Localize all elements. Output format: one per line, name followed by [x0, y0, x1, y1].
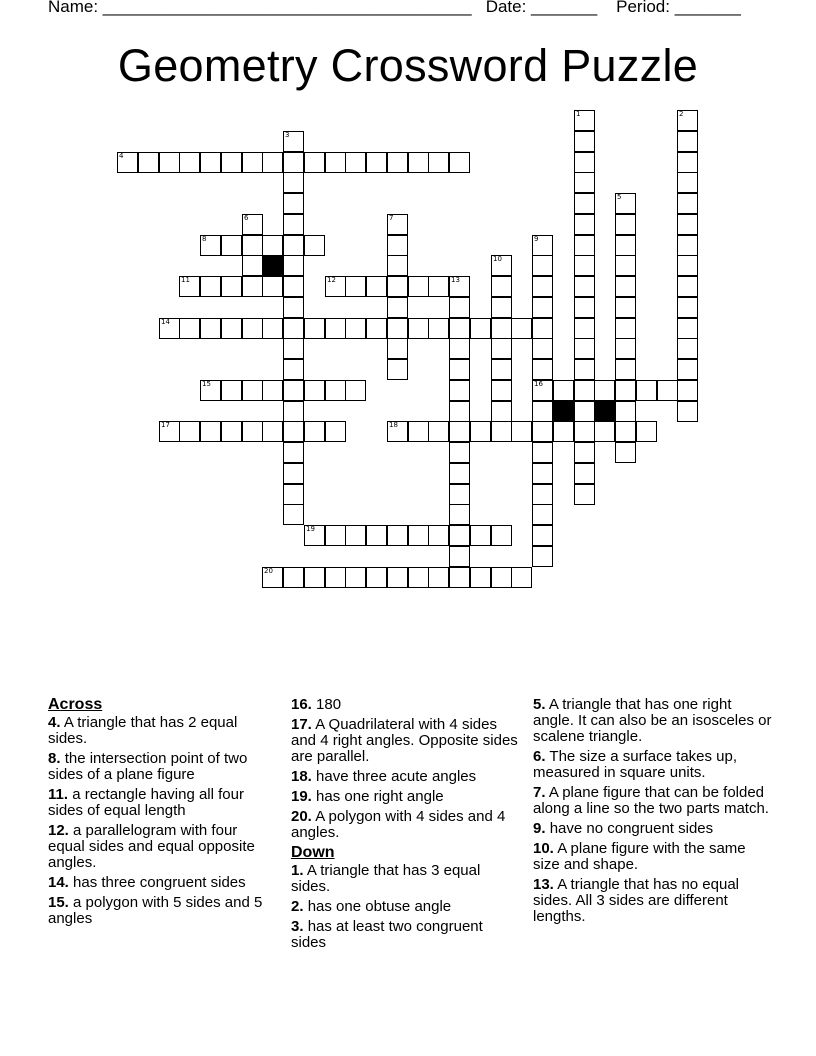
clue-across-18: 18. have three acute angles — [291, 768, 477, 785]
grid-cell[interactable] — [428, 567, 449, 588]
grid-cell[interactable] — [283, 442, 304, 463]
clue-down-6: 6. The size a surface takes up, measured in square units. — [533, 748, 738, 781]
grid-cell[interactable] — [677, 318, 698, 339]
clue-number-label: 7 — [389, 214, 394, 222]
grid-cell[interactable] — [428, 421, 449, 442]
grid-cell[interactable] — [283, 172, 304, 193]
clue-number-label: 12 — [327, 276, 336, 284]
clue-number-label: 14 — [161, 318, 170, 326]
grid-cell[interactable] — [491, 255, 512, 276]
grid-cell[interactable] — [491, 567, 512, 588]
grid-cell[interactable] — [532, 297, 553, 318]
grid-black-square — [594, 401, 615, 422]
grid-cell[interactable] — [387, 235, 408, 256]
grid-cell[interactable] — [200, 318, 221, 339]
grid-cell[interactable] — [615, 442, 636, 463]
grid-cell[interactable] — [449, 567, 470, 588]
grid-cell[interactable] — [304, 235, 325, 256]
clue-down-13: 13. A triangle that has no equal sides. All 3 sides are different lengths. — [533, 876, 740, 925]
grid-cell[interactable] — [200, 276, 221, 297]
grid-cell[interactable] — [242, 318, 263, 339]
grid-cell[interactable] — [138, 152, 159, 173]
clue-down-2: 2. has one obtuse angle — [291, 898, 452, 915]
grid-cell[interactable] — [200, 421, 221, 442]
grid-cell[interactable] — [221, 276, 242, 297]
grid-cell[interactable] — [366, 276, 387, 297]
grid-cell[interactable] — [574, 110, 595, 131]
grid-cell[interactable] — [428, 276, 449, 297]
grid-cell[interactable] — [532, 525, 553, 546]
grid-cell[interactable] — [366, 152, 387, 173]
grid-cell[interactable] — [325, 318, 346, 339]
grid-cell[interactable] — [532, 442, 553, 463]
grid-cell[interactable] — [387, 152, 408, 173]
grid-cell[interactable] — [242, 235, 263, 256]
clue-number-label: 9 — [534, 235, 539, 243]
grid-cell[interactable] — [677, 172, 698, 193]
grid-cell[interactable] — [449, 484, 470, 505]
grid-black-square — [553, 401, 574, 422]
clues-column-2 — [291, 697, 521, 955]
grid-cell[interactable] — [304, 318, 325, 339]
grid-cell[interactable] — [221, 318, 242, 339]
clue-number-label: 2 — [679, 110, 684, 118]
grid-cell[interactable] — [449, 338, 470, 359]
clue-down-7: 7. A plane figure that can be folded along a line so the two parts match. — [533, 784, 769, 817]
clues-column-1 — [48, 697, 278, 931]
grid-cell[interactable] — [408, 318, 429, 339]
grid-cell[interactable] — [532, 421, 553, 442]
grid-cell[interactable] — [408, 525, 429, 546]
grid-cell[interactable] — [532, 235, 553, 256]
clue-number-label: 19 — [306, 525, 315, 533]
grid-cell[interactable] — [283, 484, 304, 505]
grid-cell[interactable] — [532, 255, 553, 276]
grid-cell[interactable] — [283, 504, 304, 525]
grid-cell[interactable] — [387, 338, 408, 359]
grid-cell[interactable] — [221, 152, 242, 173]
grid-cell[interactable] — [449, 318, 470, 339]
grid-cell[interactable] — [532, 401, 553, 422]
grid-cell[interactable] — [532, 504, 553, 525]
grid-cell[interactable] — [677, 152, 698, 173]
grid-cell[interactable] — [511, 421, 532, 442]
grid-cell[interactable] — [532, 380, 553, 401]
grid-cell[interactable] — [553, 380, 574, 401]
grid-cell[interactable] — [325, 567, 346, 588]
grid-cell[interactable] — [532, 484, 553, 505]
clue-number-label: 11 — [181, 276, 190, 284]
grid-cell[interactable] — [242, 255, 263, 276]
grid-cell[interactable] — [449, 525, 470, 546]
grid-cell[interactable] — [677, 214, 698, 235]
grid-cell[interactable] — [283, 276, 304, 297]
grid-cell[interactable] — [304, 421, 325, 442]
grid-cell[interactable] — [325, 276, 346, 297]
clue-across-17: 17. A Quadrilateral with 4 sides and 4 right angles. Opposite sides are parallel. — [291, 716, 518, 765]
grid-cell[interactable] — [387, 276, 408, 297]
clues-column-3 — [533, 697, 773, 929]
clue-number-label: 10 — [493, 255, 502, 263]
grid-cell[interactable] — [574, 401, 595, 422]
grid-cell[interactable] — [449, 421, 470, 442]
clue-number-label: 1 — [576, 110, 581, 118]
grid-cell[interactable] — [449, 152, 470, 173]
clue-down-3: 3. has at least two congruent sides — [291, 918, 483, 951]
grid-cell[interactable] — [345, 380, 366, 401]
grid-cell[interactable] — [283, 567, 304, 588]
grid-cell[interactable] — [574, 276, 595, 297]
grid-cell[interactable] — [677, 297, 698, 318]
grid-cell[interactable] — [283, 255, 304, 276]
name-date-period-line: Name: _______________________________________ Date: _______ Period: _______ — [48, 0, 741, 16]
grid-cell[interactable] — [574, 235, 595, 256]
grid-cell[interactable] — [179, 318, 200, 339]
clue-number-label: 15 — [202, 380, 211, 388]
clue-number-label: 8 — [202, 235, 207, 243]
grid-cell[interactable] — [594, 380, 615, 401]
grid-cell[interactable] — [470, 318, 491, 339]
clue-across-11: 11. a rectangle having all four sides of equal length — [48, 786, 244, 819]
grid-cell[interactable] — [283, 235, 304, 256]
grid-cell[interactable] — [387, 567, 408, 588]
grid-cell[interactable] — [615, 297, 636, 318]
grid-cell[interactable] — [345, 276, 366, 297]
grid-cell[interactable] — [677, 380, 698, 401]
grid-cell[interactable] — [242, 380, 263, 401]
grid-cell[interactable] — [304, 380, 325, 401]
grid-cell[interactable] — [325, 421, 346, 442]
grid-cell[interactable] — [283, 380, 304, 401]
grid-cell[interactable] — [574, 297, 595, 318]
grid-cell[interactable] — [408, 567, 429, 588]
clue-number-label: 4 — [119, 152, 124, 160]
grid-cell[interactable] — [449, 276, 470, 297]
grid-cell[interactable] — [262, 567, 283, 588]
grid-cell[interactable] — [574, 359, 595, 380]
clue-across-20: 20. A polygon with 4 sides and 4 angles. — [291, 808, 506, 841]
grid-cell[interactable] — [511, 567, 532, 588]
clue-down-5: 5. A triangle that has one right angle. It can also be an isosceles or scalene triangle. — [533, 696, 772, 745]
clue-across-4: 4. A triangle that has 2 equal sides. — [48, 714, 238, 747]
grid-cell[interactable] — [366, 525, 387, 546]
grid-cell[interactable] — [408, 421, 429, 442]
grid-cell[interactable] — [677, 255, 698, 276]
grid-cell[interactable] — [325, 152, 346, 173]
grid-cell[interactable] — [304, 152, 325, 173]
grid-cell[interactable] — [532, 276, 553, 297]
grid-cell[interactable] — [491, 359, 512, 380]
grid-cell[interactable] — [491, 401, 512, 422]
grid-cell[interactable] — [615, 255, 636, 276]
grid-cell[interactable] — [262, 276, 283, 297]
grid-cell[interactable] — [615, 421, 636, 442]
grid-cell[interactable] — [636, 380, 657, 401]
grid-cell[interactable] — [677, 401, 698, 422]
grid-cell[interactable] — [345, 318, 366, 339]
grid-cell[interactable] — [283, 463, 304, 484]
grid-cell[interactable] — [283, 359, 304, 380]
grid-cell[interactable] — [491, 338, 512, 359]
grid-cell[interactable] — [470, 567, 491, 588]
grid-cell[interactable] — [262, 152, 283, 173]
grid-cell[interactable] — [615, 401, 636, 422]
clue-number-label: 3 — [285, 131, 290, 139]
grid-cell[interactable] — [200, 152, 221, 173]
grid-cell[interactable] — [491, 421, 512, 442]
grid-cell[interactable] — [574, 318, 595, 339]
grid-cell[interactable] — [574, 193, 595, 214]
grid-cell[interactable] — [262, 235, 283, 256]
grid-cell[interactable] — [532, 546, 553, 567]
clue-number-label: 17 — [161, 421, 170, 429]
clue-number-label: 6 — [244, 214, 249, 222]
grid-cell[interactable] — [677, 359, 698, 380]
down-heading: Down — [291, 844, 335, 861]
grid-cell[interactable] — [449, 401, 470, 422]
grid-cell[interactable] — [387, 214, 408, 235]
grid-cell[interactable] — [262, 421, 283, 442]
grid-cell[interactable] — [262, 318, 283, 339]
grid-cell[interactable] — [615, 214, 636, 235]
grid-cell[interactable] — [262, 380, 283, 401]
grid-cell[interactable] — [159, 318, 180, 339]
clue-number-label: 16 — [534, 380, 543, 388]
grid-cell[interactable] — [574, 484, 595, 505]
grid-cell[interactable] — [159, 421, 180, 442]
grid-cell[interactable] — [283, 152, 304, 173]
grid-cell[interactable] — [574, 255, 595, 276]
grid-cell[interactable] — [200, 235, 221, 256]
grid-cell[interactable] — [574, 172, 595, 193]
grid-cell[interactable] — [221, 380, 242, 401]
grid-cell[interactable] — [677, 110, 698, 131]
grid-cell[interactable] — [491, 318, 512, 339]
clue-across-16: 16. 180 — [291, 696, 342, 713]
grid-cell[interactable] — [574, 131, 595, 152]
grid-cell[interactable] — [283, 318, 304, 339]
grid-cell[interactable] — [179, 152, 200, 173]
grid-cell[interactable] — [179, 421, 200, 442]
grid-cell[interactable] — [677, 131, 698, 152]
grid-black-square — [262, 255, 283, 276]
grid-cell[interactable] — [470, 421, 491, 442]
grid-cell[interactable] — [677, 276, 698, 297]
grid-cell[interactable] — [283, 297, 304, 318]
grid-cell[interactable] — [491, 380, 512, 401]
grid-cell[interactable] — [449, 504, 470, 525]
grid-cell[interactable] — [345, 152, 366, 173]
grid-cell[interactable] — [657, 380, 678, 401]
grid-cell[interactable] — [304, 567, 325, 588]
across-heading: Across — [48, 696, 103, 713]
clue-across-8: 8. the intersection point of two sides of a plane figure — [48, 750, 248, 783]
grid-cell[interactable] — [615, 338, 636, 359]
grid-cell[interactable] — [304, 525, 325, 546]
grid-cell[interactable] — [428, 525, 449, 546]
grid-cell[interactable] — [387, 297, 408, 318]
grid-cell[interactable] — [677, 193, 698, 214]
grid-cell[interactable] — [325, 380, 346, 401]
grid-cell[interactable] — [470, 525, 491, 546]
grid-cell[interactable] — [283, 401, 304, 422]
grid-cell[interactable] — [491, 525, 512, 546]
clue-across-14: 14. has three congruent sides — [48, 874, 246, 891]
grid-cell[interactable] — [574, 380, 595, 401]
grid-cell[interactable] — [387, 318, 408, 339]
grid-cell[interactable] — [636, 421, 657, 442]
grid-cell[interactable] — [574, 442, 595, 463]
grid-cell[interactable] — [532, 338, 553, 359]
grid-cell[interactable] — [615, 380, 636, 401]
grid-cell[interactable] — [615, 193, 636, 214]
clue-down-10: 10. A plane figure with the same size and shape. — [533, 840, 746, 873]
grid-cell[interactable] — [677, 235, 698, 256]
clue-number-label: 20 — [264, 567, 273, 575]
grid-cell[interactable] — [242, 276, 263, 297]
grid-cell[interactable] — [574, 152, 595, 173]
grid-cell[interactable] — [615, 318, 636, 339]
grid-cell[interactable] — [408, 152, 429, 173]
clue-across-15: 15. a polygon with 5 sides and 5 angles — [48, 894, 263, 927]
grid-cell[interactable] — [511, 318, 532, 339]
grid-cell[interactable] — [117, 152, 138, 173]
grid-cell[interactable] — [449, 359, 470, 380]
grid-cell[interactable] — [345, 567, 366, 588]
grid-cell[interactable] — [449, 380, 470, 401]
grid-cell[interactable] — [615, 235, 636, 256]
grid-cell[interactable] — [428, 318, 449, 339]
grid-cell[interactable] — [325, 525, 346, 546]
grid-cell[interactable] — [449, 297, 470, 318]
grid-cell[interactable] — [532, 463, 553, 484]
grid-cell[interactable] — [345, 525, 366, 546]
grid-cell[interactable] — [179, 276, 200, 297]
grid-cell[interactable] — [387, 525, 408, 546]
grid-cell[interactable] — [387, 255, 408, 276]
grid-cell[interactable] — [283, 131, 304, 152]
grid-cell[interactable] — [615, 359, 636, 380]
grid-cell[interactable] — [491, 276, 512, 297]
grid-cell[interactable] — [532, 318, 553, 339]
grid-cell[interactable] — [677, 338, 698, 359]
grid-cell[interactable] — [242, 421, 263, 442]
grid-cell[interactable] — [574, 463, 595, 484]
page-title: Geometry Crossword Puzzle — [117, 40, 699, 91]
grid-cell[interactable] — [574, 338, 595, 359]
grid-cell[interactable] — [574, 421, 595, 442]
grid-cell[interactable] — [283, 338, 304, 359]
grid-cell[interactable] — [200, 380, 221, 401]
grid-cell[interactable] — [449, 546, 470, 567]
clue-down-9: 9. have no congruent sides — [533, 820, 714, 837]
grid-cell[interactable] — [283, 214, 304, 235]
grid-cell[interactable] — [449, 463, 470, 484]
grid-cell[interactable] — [387, 359, 408, 380]
grid-cell[interactable] — [615, 276, 636, 297]
grid-cell[interactable] — [553, 421, 574, 442]
grid-cell[interactable] — [366, 318, 387, 339]
grid-cell[interactable] — [283, 193, 304, 214]
grid-cell[interactable] — [532, 359, 553, 380]
grid-cell[interactable] — [408, 276, 429, 297]
grid-cell[interactable] — [159, 152, 180, 173]
clue-number-label: 18 — [389, 421, 398, 429]
grid-cell[interactable] — [221, 235, 242, 256]
grid-cell[interactable] — [387, 421, 408, 442]
clue-number-label: 5 — [617, 193, 622, 201]
grid-cell[interactable] — [449, 442, 470, 463]
grid-cell[interactable] — [283, 421, 304, 442]
grid-cell[interactable] — [574, 214, 595, 235]
clue-number-label: 13 — [451, 276, 460, 284]
clue-across-12: 12. a parallelogram with four equal sides and equal opposite angles. — [48, 822, 255, 871]
grid-cell[interactable] — [242, 152, 263, 173]
grid-cell[interactable] — [594, 421, 615, 442]
grid-cell[interactable] — [366, 567, 387, 588]
grid-cell[interactable] — [221, 421, 242, 442]
grid-cell[interactable] — [242, 214, 263, 235]
clue-down-1: 1. A triangle that has 3 equal sides. — [291, 862, 481, 895]
clue-across-19: 19. has one right angle — [291, 788, 444, 805]
grid-cell[interactable] — [491, 297, 512, 318]
grid-cell[interactable] — [428, 152, 449, 173]
